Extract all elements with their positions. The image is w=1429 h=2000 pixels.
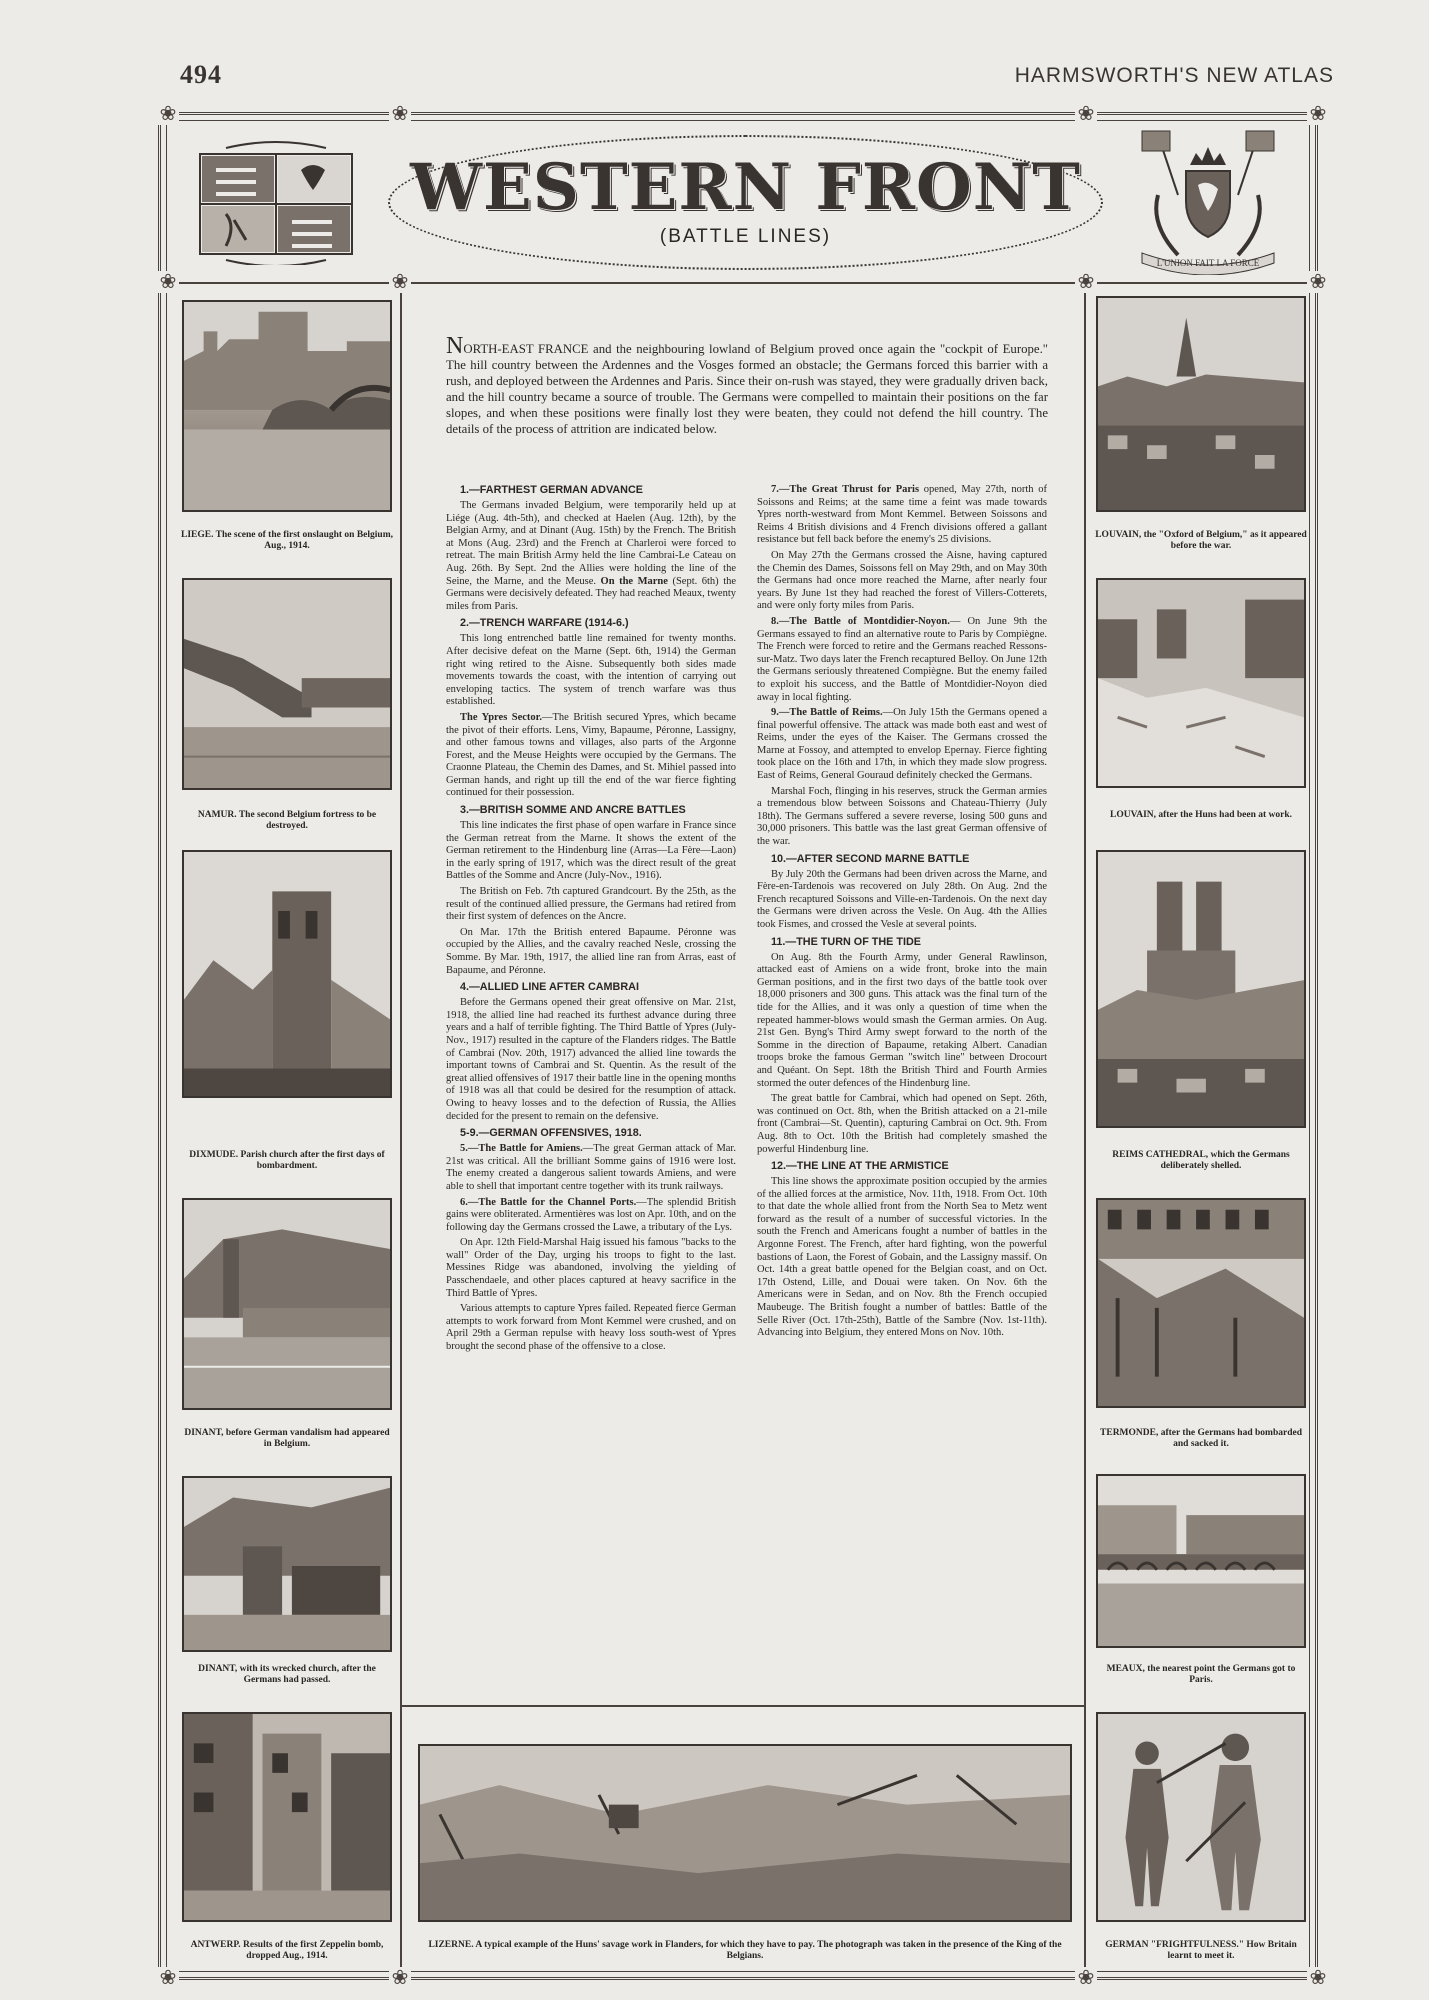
rosette-ornament: ❀: [157, 103, 179, 125]
paragraph: On Apr. 12th Field-Marshal Haig issued his famous "backs to the wall" Order of the Day, urging his troops to fight to the last. Messines Ridge was abandoned, involving the yielding of Passchendaele, and other places captured at heavy sacrifice in the Third Battle of Ypres.: [446, 1237, 736, 1299]
rosette-ornament: ❀: [157, 271, 179, 293]
photo-reims-cathedral: [1096, 850, 1306, 1128]
bold-run: 6.—The Battle for the Channel Ports.: [460, 1196, 637, 1208]
caption-frightfulness: GERMAN "FRIGHTFULNESS." How Britain learnt to meet it.: [1105, 1940, 1297, 1961]
rosette-ornament: ❀: [1075, 103, 1097, 125]
right-column-rule: [1084, 282, 1086, 1972]
section-heading: 2.—TRENCH WARFARE (1914-6.): [460, 617, 629, 630]
text-column-left: [446, 480, 736, 1357]
caption-dixmude: DIXMUDE. Parish church after the first days of bombardment.: [189, 1150, 385, 1171]
paragraph: This line indicates the first phase of open warfare in France since the German retreat from the Marne. It shows the extent of the German retirement to the Hindenburg line (Arras—La Fère—Laon) in the early spring of 1917, which was the direct result of the great Battles of the Somme and Ancre (July-Nov., 1916).: [446, 820, 736, 882]
rosette-ornament: ❀: [389, 271, 411, 293]
section-heading: 5-9.—GERMAN OFFENSIVES, 1918.: [460, 1127, 642, 1140]
caption-louvain-before: LOUVAIN, the "Oxford of Belgium," as it appeared before the war.: [1095, 530, 1307, 551]
caption-dinant-wrecked: DINANT, with its wrecked church, after the Germans had passed.: [198, 1664, 376, 1685]
photo-frightfulness: [1096, 1712, 1306, 1922]
bold-run: The Ypres Sector.: [460, 711, 542, 723]
bottom-row-rule: [400, 1705, 1084, 1707]
text-column-right: [757, 480, 1047, 1343]
paragraph: This line shows the approximate position occupied by the armies of the allied forces at the armistice, Nov. 11th, 1918. From Oct. 10th to that date the whole allied front from the North Sea to Metz went forward as the result of a number of successful victories. In the south the French and Americans fought a number of battles in the Argonne Forest. The French, after hard fighting, won the powerful bastions of Laon, the Forest of Gobain, and the Lassigny massif. On Oct. 14th a great battle opened for the Belgian coast, and on Oct. 17th Ostend, Lille, and Douai were taken. On Nov. 6th the Americans were in Sedan, and on Nov. 8th the French occupied Maubeuge. The British fought a number of battles: Battle of the Selle River (Oct. 17th-25th), Battle of the Sambre (Nov. 1st-11th). Advancing into Belgium, they entered Mons on Nov. 10th.: [757, 1176, 1047, 1339]
paragraph: On Mar. 17th the British entered Bapaume. Péronne was occupied by the Allies, and the cavalry reached Nesle, crossing the Somme. By Mar. 19th, 1917, the allied line ran from Arras, east of Bapaume, and Péronne.: [446, 926, 736, 976]
rosette-ornament: ❀: [1075, 1967, 1097, 1989]
page-title: WESTERN FRONT: [410, 150, 1081, 225]
paragraph: Various attempts to capture Ypres failed. Repeated fierce German attempts to work forward from Mont Kemmel were crushed, and on April 29th a German repulse with heavy loss south-west of Ypres brought the second phase of the offensive to a close.: [446, 1303, 736, 1353]
section-heading: 3.—BRITISH SOMME AND ANCRE BATTLES: [460, 804, 686, 817]
paragraph: The Germans invaded Belgium, were temporarily held up at Liége (Aug. 4th-5th), and checked at Haelen (Aug. 12th), by the Belgian Army, and at Dinant (Aug. 15th) by the French. The British at Mons (Aug. 23rd) and the French at Charleroi were forced to retreat. The main British Army held the line Cambrai-Le Cateau on Aug. 26th. By Sept. 2nd the Allies were holding the line of the Seine, the Marne, and the Meuse. On the Marne (Sept. 6th) the Germans were decisively defeated. They had reached Meaux, twenty miles from Paris.: [446, 500, 737, 612]
page-number: 494: [180, 60, 222, 89]
rosette-ornament: ❀: [1307, 1967, 1329, 1989]
rosette-ornament: ❀: [157, 1967, 179, 1989]
photo-dixmude: [182, 850, 392, 1098]
paragraph: The Ypres Sector.—The British secured Ypres, which became the pivot of their efforts. Lens, Vimy, Bapaume, Péronne, Lassigny, and other famous towns and villages, also parts of the Argonne Forest, and the Meuse Heights were occupied by the Germans. The Craonne Plateau, the Chemin des Dames, and St. Mihiel passed into German hands, and right up till the end of the war fierce fighting continued for their possession.: [446, 711, 736, 799]
photo-termonde: [1096, 1198, 1306, 1408]
paragraph: This long entrenched battle line remained for twenty months. After decisive defeat on the Marne (Sept. 6th, 1914) the German right wing retired to the Aisne. Subsequently both sides made movements towards the coast, with the intention of carrying out enveloping tactics. The system of trench warfare was thus established.: [446, 633, 736, 708]
header-rule: [166, 282, 1310, 284]
section-heading: 12.—THE LINE AT THE ARMISTICE: [771, 1160, 949, 1173]
bold-run: On the Marne: [600, 575, 668, 587]
paragraph: The great battle for Cambrai, which had opened on Sept. 26th, was continued on Oct. 8th, when the British attacked on a 21-mile front (Cambrai—St. Quentin), capturing Cambrai on Oct. 9th. From Aug. 8th to Oct. 10th the British had completely smashed the powerful Hindenburg line.: [757, 1093, 1047, 1155]
caption-louvain-after: LOUVAIN, after the Huns had been at work.: [1109, 810, 1292, 820]
caption-dinant-before: DINANT, before German vandalism had appeared in Belgium.: [184, 1428, 390, 1449]
paragraph: 6.—The Battle for the Channel Ports.—The splendid British gains were obliterated. Armentières was lost on Apr. 10th, and on the following day the Germans crossed the Lawe, a tributary of the Lys.: [446, 1196, 736, 1233]
photo-antwerp: [182, 1712, 392, 1922]
paragraph: On Aug. 8th the Fourth Army, under General Rawlinson, attacked east of Amiens on a wide front, broke into the main German positions, and in the first two days of the battle took over 18,000 prisoners and 300 guns. This attack was the final turn of the tide for the Allies, and it was only a question of time when the repeated hammer-blows would smash the German armies. On Aug. 21st Gen. Byng's Third Army swept forward to the north of the Somme in the direction of Bapaume, retaking Albert. Canadian troops broke the famous German "switch line" between Drocourt and Quéant. On Sept. 18th the British Third and Fourth Armies stormed the outer defences of the Hindenburg line.: [757, 951, 1047, 1089]
rosette-ornament: ❀: [1075, 271, 1097, 293]
belgian-arms-emblem: [1128, 125, 1288, 275]
paragraph: The British on Feb. 7th captured Grandcourt. By the 25th, as the result of the continued allied pressure, the Germans had retired from their first system of defences on the Ancre.: [446, 886, 736, 923]
paragraph: 9.—The Battle of Reims.—On July 15th the Germans opened a final powerful offensive. The attack was made both east and west of Reims, under the eyes of the Kaiser. The Germans crossed the Marne at Fossoy, and attempted to envelop Epernay. Fierce fighting took place on the 16th and 17th, in which they made slow progress. East of Reims, General Gouraud definitely checked the Germans.: [757, 707, 1047, 782]
section-heading: 4.—ALLIED LINE AFTER CAMBRAI: [460, 981, 639, 994]
section-heading: 1.—FARTHEST GERMAN ADVANCE: [460, 484, 643, 496]
caption-meaux: MEAUX, the nearest point the Germans got to Paris.: [1106, 1664, 1296, 1685]
intro-text: ORTH-EAST FRANCE and the neighbouring lowland of Belgium proved once again the "cockpit of Europe." The hill country between the Ardennes and the Vosges formed an obstacle; the Germans forced this barrier with a rush, and deployed between the Ardennes and Paris. Since their on-rush was stayed, they were gradually driven back, and the hill country became a source of trouble. The Germans were compelled to maintain their positions on the far slopes, and when these positions were finally lost they were beaten, they could not defend the hill country. The details of the process of attrition are indicated below.: [446, 342, 1048, 436]
rosette-ornament: ❀: [389, 103, 411, 125]
rosette-ornament: ❀: [389, 1967, 411, 1989]
photo-meaux: [1096, 1474, 1306, 1648]
section-heading: 10.—AFTER SECOND MARNE BATTLE: [771, 852, 970, 865]
section-heading: 11.—THE TURN OF THE TIDE: [771, 935, 921, 948]
photo-dinant-wrecked: [182, 1476, 392, 1652]
caption-lizerne: LIZERNE. A typical example of the Huns' savage work in Flanders, for which they have to pay. The photograph was taken in the presence of the King of the Belgians.: [428, 1940, 1062, 1961]
intro-dropcap: N: [446, 333, 464, 359]
paragraph: By July 20th the Germans had been driven across the Marne, and Fère-en-Tardenois was recovered on July 28th. On Aug. 2nd the French recaptured Soissons and Ville-en-Tardenois. On the next day the Germans were driven across the Vesle. On Aug. 4th the Allies took Fismes, and crossed the Vesle at several points.: [757, 868, 1047, 930]
photo-namur: [182, 578, 392, 790]
bold-run: 8.—The Battle of Montdidier-Noyon.: [771, 615, 950, 627]
photo-louvain-before: [1096, 296, 1306, 512]
left-column-rule: [400, 282, 402, 1972]
caption-liege: LIEGE. The scene of the first onslaught on Belgium, Aug., 1914.: [180, 530, 393, 551]
bold-run: 7.—The Great Thrust for Paris: [771, 484, 920, 495]
bold-run: 5.—The Battle for Amiens.: [460, 1143, 583, 1155]
arms-motto: L'UNION FAIT LA FORCE: [1156, 258, 1260, 268]
paragraph: 5.—The Battle for Amiens.—The great German attack of Mar. 21st was critical. All the brilliant Somme gains of 1916 were lost. The enemy created a dangerous salient towards Amiens, and were able to shell that important centre together with its trunk railways.: [446, 1143, 736, 1192]
paragraph: Marshal Foch, flinging in his reserves, struck the German armies a tremendous blow between Soissons and Chateau-Thierry (July 18th). The Germans suffered a severe reverse, losing 500 guns and 30,000 prisoners. This battle was the last great German offensive of the war.: [757, 785, 1047, 848]
caption-reims-cathedral: REIMS CATHEDRAL, which the Germans deliberately shelled.: [1112, 1150, 1290, 1171]
page-subtitle: (BATTLE LINES): [659, 226, 832, 247]
caption-antwerp: ANTWERP. Results of the first Zeppelin bomb, dropped Aug., 1914.: [190, 1940, 384, 1961]
paragraph: Before the Germans opened their great offensive on Mar. 21st, 1918, the allied line had reached its furthest advance during three years and a half of terrible fighting. The Third Battle of Ypres (July-Nov., 1917) resulted in the capture of the Flanders ridges. The Battle of Cambrai (Nov. 20th, 1917) advanced the allied line towards the important towns of Cambrai and St. Quentin. As the result of the great allied offensives of 1917 their battle line in the opening months of 1918 was all that could be desired for the resumption of attack. Owing to heavy losses and to the defection of Russia, the Allies decided for the present to remain on the defensive.: [446, 997, 736, 1122]
photo-liege: [182, 300, 392, 512]
caption-namur: NAMUR. The second Belgium fortress to be destroyed.: [197, 810, 377, 831]
photo-louvain-after: [1096, 578, 1306, 788]
rosette-ornament: ❀: [1307, 271, 1329, 293]
bold-run: 9.—The Battle of Reims.: [771, 707, 883, 719]
royal-arms-emblem: [196, 140, 356, 265]
paragraph: 8.—The Battle of Montdidier-Noyon.— On June 9th the Germans essayed to find an alternative route to Paris by Compiègne. The French were forced to retire and the Germans reached Ressons-sur-Matz. Two days later the French recaptured Belloy. On June 12th the Germans seriously threatened Compiègne. But the enemy failed to exploit his success, and the Battle of Montdidier-Noyon died away in local fighting.: [757, 615, 1048, 703]
paragraph: 7.—The Great Thrust for Paris opened, May 27th, north of Soissons and Reims; at the same time a feint was made towards Ypres north-westward from Mont Kemmel. Between Soissons and Reims 4 British divisions and 4 French divisions offered a gallant resistance but fell back before the enemy's 25 divisions.: [757, 484, 1047, 546]
running-head: HARMSWORTH'S NEW ATLAS: [1014, 64, 1334, 87]
caption-termonde: TERMONDE, after the Germans had bombarded and sacked it.: [1100, 1428, 1302, 1449]
photo-dinant-before: [182, 1198, 392, 1410]
photo-lizerne: [418, 1744, 1072, 1922]
intro-paragraph: [446, 333, 1048, 437]
paragraph: On May 27th the Germans crossed the Aisne, having captured the Chemin des Dames, Soissons fell on May 29th, and on May 30th the Germans had once more reached the Marne, after nearly four years. By June 1st they had reached the forest of Villers-Cotterets, and were only forty miles from Paris.: [757, 549, 1047, 612]
rosette-ornament: ❀: [1307, 103, 1329, 125]
